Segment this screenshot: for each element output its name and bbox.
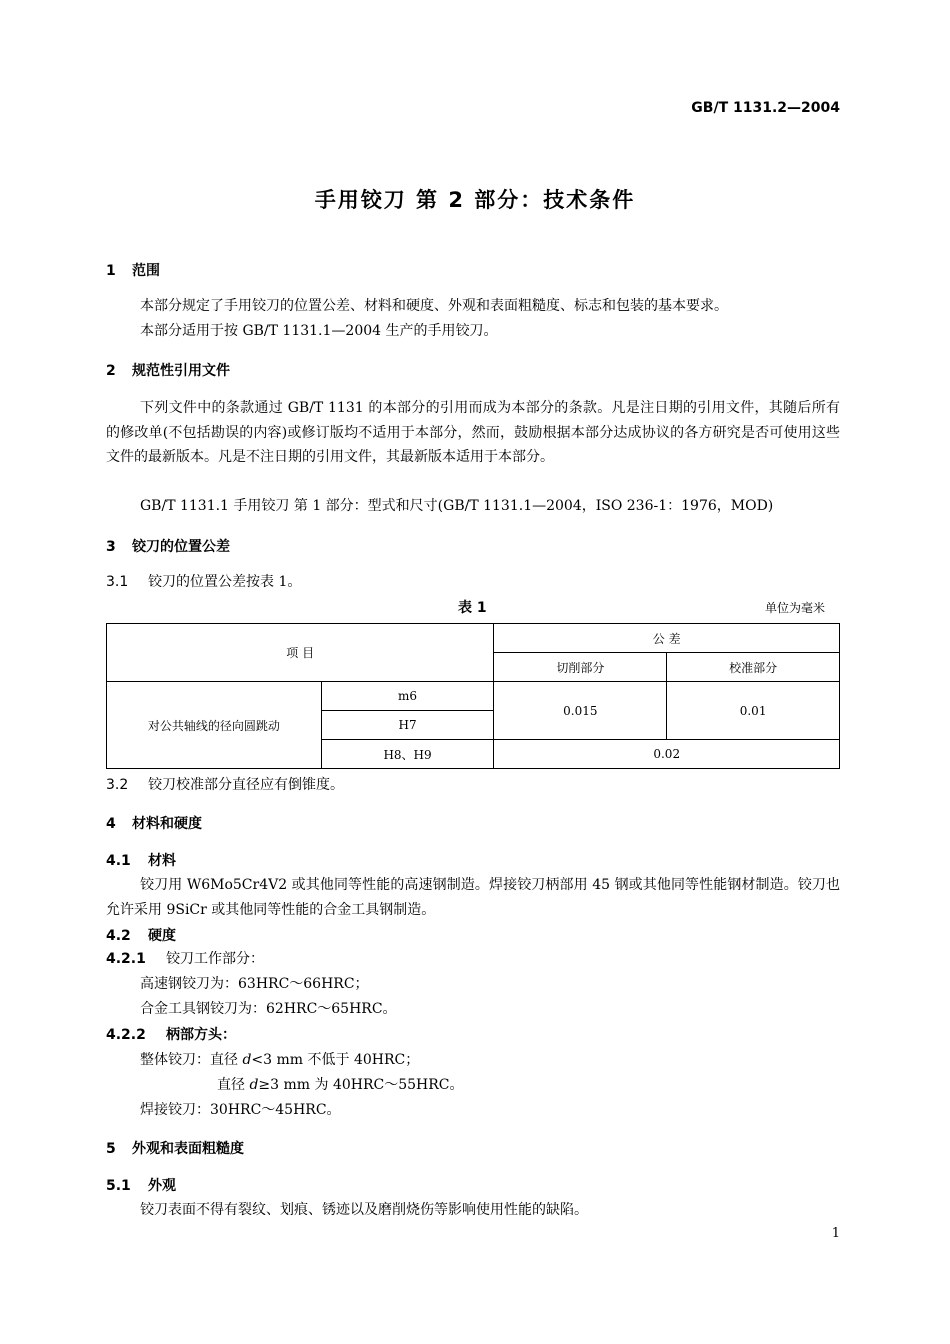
clause-5-1-heading [106, 1175, 176, 1195]
section-title: 规范性引用文件 [132, 363, 230, 379]
header-item: 项 目 [107, 624, 494, 682]
standard-code: GB/T 1131.2—2004 [691, 100, 840, 116]
row-label-radial-runout: 对公共轴线的径向圆跳动 [107, 682, 322, 769]
text-part: 直径 [217, 1077, 250, 1093]
section-number: 3 [106, 539, 116, 555]
clause-4-2-2 [106, 1024, 236, 1044]
clause-number: 3.2 [106, 777, 129, 793]
section-5-heading [106, 1138, 244, 1158]
hardness-hss: 高速钢铰刀为：63HRC～66HRC； [140, 976, 369, 992]
clause-title: 外观 [148, 1178, 176, 1194]
tolerance-table [106, 623, 840, 769]
clause-title: 硬度 [148, 928, 176, 944]
section-4-heading [106, 813, 202, 833]
clause-text: 铰刀工作部分： [166, 951, 264, 967]
clause-4-2-heading [106, 925, 176, 945]
section-1-paragraph-1: 本部分规定了手用铰刀的位置公差、材料和硬度、外观和表面粗糙度、标志和包装的基本要求。 [140, 298, 728, 314]
document-title: 手用铰刀 第 2 部分：技术条件 [314, 188, 636, 212]
text-part: ≥3 mm 为 40HRC～55HRC。 [258, 1077, 464, 1093]
section-number: 4 [106, 816, 116, 832]
clause-text: 铰刀校准部分直径应有倒锥度。 [148, 777, 344, 793]
section-3-heading [106, 536, 230, 556]
value-cutting: 0.015 [494, 682, 667, 740]
section-title: 铰刀的位置公差 [132, 539, 230, 555]
normative-reference: GB/T 1131.1 手用铰刀 第 1 部分：型式和尺寸(GB/T 1131.1—2004，ISO 236-1：1976，MOD) [140, 498, 774, 514]
header-calibration-part: 校准部分 [667, 653, 840, 682]
header-tolerance: 公 差 [494, 624, 840, 653]
clause-4-2-1 [106, 948, 264, 968]
clause-text: 铰刀的位置公差按表 1。 [148, 574, 302, 590]
clause-4-1-heading [106, 850, 176, 870]
clause-title: 柄部方头： [166, 1027, 236, 1043]
section-1-paragraph-2: 本部分适用于按 GB/T 1131.1—2004 生产的手用铰刀。 [140, 323, 498, 339]
shank-integral-large [217, 1074, 464, 1094]
section-2-heading [106, 360, 230, 380]
fit-h7: H7 [321, 711, 494, 740]
section-title: 外观和表面粗糙度 [132, 1141, 244, 1157]
clause-number: 4.1 [106, 853, 131, 869]
variable-d: d [242, 1052, 252, 1068]
table-unit: 单位为毫米 [764, 601, 825, 615]
page-number: 1 [831, 1226, 840, 1241]
clause-4-1-paragraph: 铰刀用 W6Mo5Cr4V2 或其他同等性能的高速钢制造。焊接铰刀柄部用 45 钢或其他同等性能钢材制造。铰刀也允许采用 9SiCr 或其他同等性能的合金工具钢制造。 [106, 877, 840, 918]
variable-d: d [249, 1077, 259, 1093]
shank-welded: 焊接铰刀：30HRC～45HRC。 [140, 1102, 341, 1118]
clause-number: 4.2 [106, 928, 131, 944]
section-2-paragraph: 下列文件中的条款通过 GB/T 1131 的本部分的引用而成为本部分的条款。凡是注日期的引用文件，其随后所有的修改单(不包括勘误的内容)或修订版均不适用于本部分，然而，鼓励根据本部分达成协议的各方研究是否可使用这些文件的最新版本。凡是不注日期的引用文件，其最新版本适用于本部分。 [106, 400, 840, 465]
clause-number: 4.2.2 [106, 1027, 146, 1043]
value-calibration: 0.01 [667, 682, 840, 740]
text-part: 整体铰刀：直径 [140, 1052, 243, 1068]
clause-3-1 [106, 571, 301, 591]
clause-number: 5.1 [106, 1178, 131, 1194]
shank-integral-small [140, 1049, 419, 1069]
section-title: 范围 [132, 263, 160, 279]
section-number: 2 [106, 363, 116, 379]
clause-number: 4.2.1 [106, 951, 146, 967]
hardness-alloy: 合金工具钢铰刀为：62HRC～65HRC。 [140, 1001, 397, 1017]
text-part: <3 mm 不低于 40HRC； [251, 1052, 420, 1068]
section-number: 5 [106, 1141, 116, 1157]
section-title: 材料和硬度 [132, 816, 202, 832]
clause-5-1-paragraph: 铰刀表面不得有裂纹、划痕、锈迹以及磨削烧伤等影响使用性能的缺陷。 [140, 1202, 588, 1218]
clause-number: 3.1 [106, 574, 129, 590]
fit-m6: m6 [321, 682, 494, 711]
clause-3-2 [106, 774, 344, 794]
clause-title: 材料 [148, 853, 176, 869]
section-1-heading [106, 260, 160, 280]
header-cutting-part: 切削部分 [494, 653, 667, 682]
value-h8-h9: 0.02 [494, 740, 840, 769]
table-caption: 表 1 [458, 600, 487, 616]
section-number: 1 [106, 263, 116, 279]
fit-h8-h9: H8、H9 [321, 740, 494, 769]
